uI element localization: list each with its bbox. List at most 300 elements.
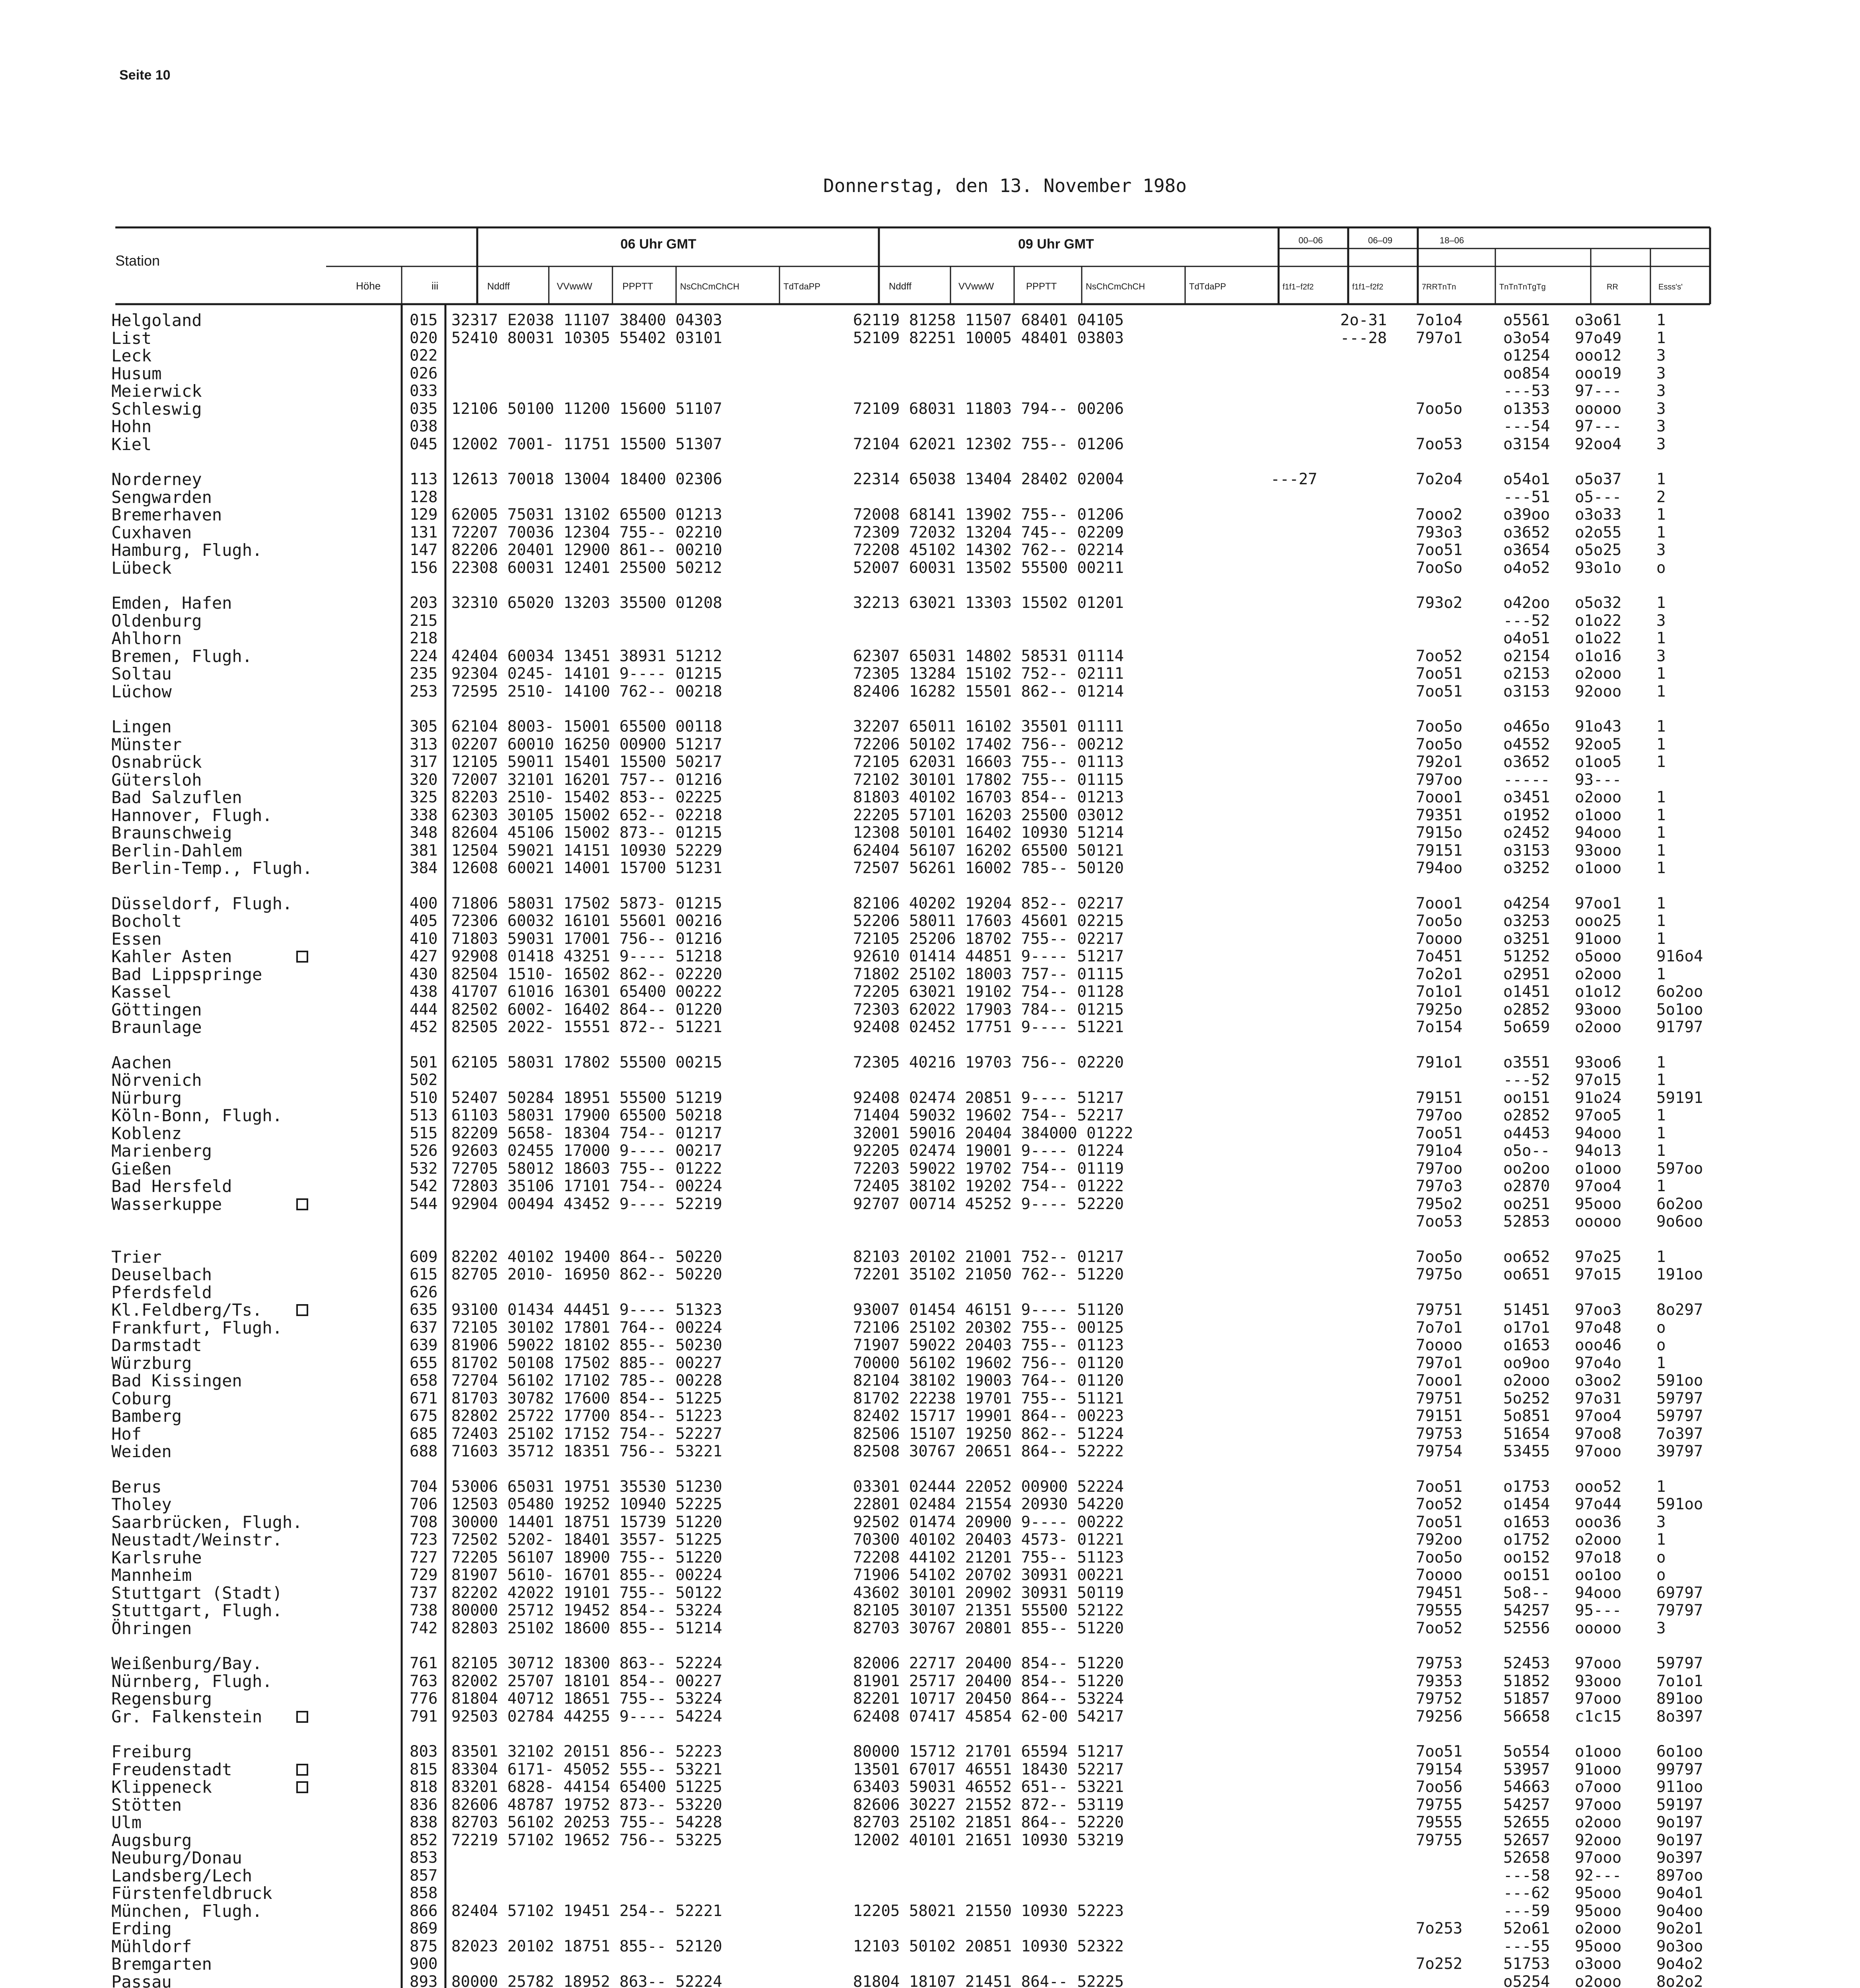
station-index: 869: [410, 1920, 438, 1938]
tn-group: oo151: [1503, 1566, 1550, 1584]
station-name: Kiel: [111, 434, 152, 454]
obs-06: 72502 5202- 18401 3557- 51225: [451, 1531, 722, 1549]
station-name: Lüchow: [111, 681, 172, 701]
station-index: 035: [410, 400, 438, 418]
station-index: 761: [410, 1654, 438, 1672]
snow-group: 3: [1656, 417, 1666, 435]
station-name: Berus: [111, 1477, 162, 1497]
col06-vvwww: VVwwW: [557, 281, 593, 292]
iii-header: iii: [431, 280, 439, 292]
station-index: 635: [410, 1301, 438, 1319]
station-name: Bad Kissingen: [111, 1371, 242, 1390]
obs-09: 82106 40202 19204 852-- 02217: [853, 894, 1124, 912]
station-name: Bremen, Flugh.: [111, 646, 253, 666]
period-3: 7oo5o: [1416, 718, 1463, 736]
period-1-header: 00–06: [1298, 235, 1323, 245]
station-index: 033: [410, 382, 438, 400]
snow-group: 9o2o1: [1656, 1920, 1703, 1938]
tn-group: ---55: [1503, 1937, 1550, 1955]
period-3: 7oo52: [1416, 1495, 1463, 1513]
mountain-station-icon: [296, 1764, 308, 1776]
rr-group: 94ooo: [1575, 1124, 1622, 1142]
period-3: 7oo5o: [1416, 400, 1463, 418]
obs-09: 71802 25102 18003 757-- 01115: [853, 965, 1124, 983]
obs-06: 12105 59011 15401 15500 50217: [451, 753, 722, 771]
station-name: Karlsruhe: [111, 1547, 202, 1567]
tn-group: o39oo: [1503, 506, 1550, 524]
obs-09: 72206 50102 17402 756-- 00212: [853, 735, 1124, 753]
tn-group: 5o252: [1503, 1389, 1550, 1408]
period-1: ---27: [1271, 470, 1318, 488]
snow-group: 9o4o1: [1656, 1884, 1703, 1902]
rr-group: 97ooo: [1575, 1442, 1622, 1460]
station-index: 615: [410, 1266, 438, 1283]
obs-09: 81702 22238 19701 755-- 51121: [853, 1389, 1124, 1408]
tn-group: o2153: [1503, 665, 1550, 683]
station-name: Freiburg: [111, 1742, 192, 1761]
tn-group: 52o61: [1503, 1920, 1550, 1938]
obs-09: 81901 25717 20400 854-- 51220: [853, 1672, 1124, 1690]
station-name: Osnabrück: [111, 752, 202, 772]
tn-group: ---59: [1503, 1902, 1550, 1920]
station-index: 022: [410, 347, 438, 365]
station-name: Neustadt/Weinstr.: [111, 1530, 282, 1549]
obs-09: 71906 54102 20702 30931 00221: [853, 1566, 1124, 1584]
rr-group: o5ooo: [1575, 947, 1622, 965]
obs-06: 72306 60032 16101 55601 00216: [451, 912, 722, 930]
snow-group: 59797: [1656, 1654, 1703, 1672]
period-3: 79555: [1416, 1602, 1463, 1619]
tn-group: 52655: [1503, 1813, 1550, 1831]
tn-group: oo9oo: [1503, 1354, 1550, 1372]
tn-group: 5o659: [1503, 1018, 1550, 1036]
station-name: Weißenburg/Bay.: [111, 1654, 262, 1673]
station-name: Kahler Asten: [111, 947, 232, 966]
obs-09: 72208 44102 21201 755-- 51123: [853, 1548, 1124, 1567]
tn-group: 51857: [1503, 1690, 1550, 1708]
tn-group: o3153: [1503, 682, 1550, 701]
obs-09: 03301 02444 22052 00900 52224: [853, 1477, 1124, 1496]
station-index: 444: [410, 1000, 438, 1019]
rr-group: o2ooo: [1575, 1813, 1622, 1831]
tn-group: 5o8--: [1503, 1584, 1550, 1602]
period-3: 79752: [1416, 1690, 1463, 1708]
period-3-sub-d: Esss's': [1658, 283, 1683, 291]
obs-09: 72105 25206 18702 755-- 02217: [853, 930, 1124, 948]
rr-group: 97oo5: [1575, 1107, 1622, 1124]
snow-group: 3: [1656, 1619, 1666, 1637]
obs-09: 13501 67017 46551 18430 52217: [853, 1760, 1124, 1778]
obs-06: 82504 1510- 16502 862-- 02220: [451, 965, 722, 983]
obs-09: 72205 63021 19102 754-- 01128: [853, 983, 1124, 1001]
obs-09: 62404 56107 16202 65500 50121: [853, 841, 1124, 860]
rr-group: 97o18: [1575, 1548, 1622, 1567]
tn-group: 54257: [1503, 1796, 1550, 1814]
period-3: 7ooo2: [1416, 506, 1463, 524]
tn-group: 56658: [1503, 1707, 1550, 1726]
period-3: 7o2o4: [1416, 470, 1463, 488]
snow-group: o: [1656, 1318, 1666, 1337]
station-name: Oldenburg: [111, 611, 202, 631]
station-index: 637: [410, 1318, 438, 1337]
tn-group: 54257: [1503, 1602, 1550, 1619]
period-3: 7oo5o: [1416, 735, 1463, 753]
station-name: Trier: [111, 1247, 162, 1267]
obs-06: 72705 58012 18603 755-- 01222: [451, 1159, 722, 1178]
period-3: 79256: [1416, 1707, 1463, 1726]
obs-06: 82203 2510- 15402 853-- 02225: [451, 788, 722, 806]
period-3: 7o253: [1416, 1920, 1463, 1938]
station-name: Passau: [111, 1972, 172, 1988]
obs-09: 82103 20102 21001 752-- 01217: [853, 1248, 1124, 1266]
obs-06: 53006 65031 19751 35530 51230: [451, 1477, 722, 1496]
report-date: Donnerstag, den 13. November 198o: [823, 175, 1187, 196]
obs-06: 32317 E2038 11107 38400 04303: [451, 311, 722, 329]
obs-06: 82202 42022 19101 755-- 50122: [451, 1584, 722, 1602]
station-index: 026: [410, 364, 438, 382]
station-name: Bremerhaven: [111, 505, 222, 524]
rr-group: 95ooo: [1575, 1195, 1622, 1213]
station-index: 128: [410, 488, 438, 506]
period-3: 7oo56: [1416, 1778, 1463, 1796]
obs-09: 72008 68141 13902 755-- 01206: [853, 506, 1124, 524]
period-3: 7oo5o: [1416, 912, 1463, 930]
station-index: 708: [410, 1513, 438, 1531]
station-name: Stuttgart (Stadt): [111, 1583, 282, 1603]
snow-group: 1: [1656, 594, 1666, 612]
tn-group: o2870: [1503, 1177, 1550, 1195]
snow-group: 1: [1656, 1354, 1666, 1372]
rr-group: 93ooo: [1575, 1672, 1622, 1690]
station-index: 639: [410, 1336, 438, 1354]
snow-group: 1: [1656, 1177, 1666, 1195]
period-3: 791o4: [1416, 1142, 1463, 1160]
station-index: 532: [410, 1159, 438, 1178]
snow-group: 8o297: [1656, 1301, 1703, 1319]
obs-06: 12608 60021 14001 15700 51231: [451, 859, 722, 877]
obs-09: 92707 00714 45252 9---- 52220: [853, 1195, 1124, 1213]
rr-group: ooooo: [1575, 1619, 1622, 1637]
rr-group: 97ooo: [1575, 1849, 1622, 1867]
period-3: 79753: [1416, 1654, 1463, 1672]
snow-group: 1: [1656, 1142, 1666, 1160]
station-name: Hamburg, Flugh.: [111, 540, 262, 560]
obs-09: 92205 02474 19001 9---- 01224: [853, 1142, 1124, 1160]
obs-09: 92408 02474 20851 9---- 51217: [853, 1089, 1124, 1107]
station-index: 723: [410, 1531, 438, 1549]
station-name: Bremgarten: [111, 1954, 212, 1974]
obs-06: 72595 2510- 14100 762-- 00218: [451, 682, 722, 701]
mountain-station-icon: [296, 1304, 308, 1316]
period-3: 7oooo: [1416, 1566, 1463, 1584]
snow-group: 39797: [1656, 1442, 1703, 1460]
col09-ppptt: PPPTT: [1026, 281, 1057, 292]
station-index: 156: [410, 559, 438, 577]
station-name: Nörvenich: [111, 1070, 202, 1090]
station-name: Bad Salzuflen: [111, 788, 242, 807]
rr-group: ooooo: [1575, 400, 1622, 418]
station-name: Kl.Feldberg/Ts.: [111, 1300, 262, 1320]
rr-group: 93o1o: [1575, 559, 1622, 577]
tn-group: 53957: [1503, 1760, 1550, 1778]
station-name: Norderney: [111, 470, 202, 489]
rr-group: 93---: [1575, 771, 1622, 789]
tn-group: oo652: [1503, 1248, 1550, 1266]
snow-group: 1: [1656, 753, 1666, 771]
tn-group: o42oo: [1503, 594, 1550, 612]
snow-group: 911oo: [1656, 1778, 1703, 1796]
rr-group: 97ooo: [1575, 1654, 1622, 1672]
obs-06: 81906 59022 18102 855-- 50230: [451, 1336, 722, 1354]
rr-group: ooo46: [1575, 1336, 1622, 1354]
rr-group: 97---: [1575, 417, 1622, 435]
station-index: 405: [410, 912, 438, 930]
station-name: List: [111, 328, 152, 348]
snow-group: o: [1656, 1548, 1666, 1567]
rr-group: o5---: [1575, 488, 1622, 506]
tn-group: 51852: [1503, 1672, 1550, 1690]
rr-group: o2ooo: [1575, 965, 1622, 983]
station-index: 224: [410, 647, 438, 665]
snow-group: 1: [1656, 718, 1666, 736]
obs-06: 82803 25102 18600 855-- 51214: [451, 1619, 722, 1637]
tn-group: ---52: [1503, 612, 1550, 630]
obs-06: 82202 40102 19400 864-- 50220: [451, 1248, 722, 1266]
station-name: Cuxhaven: [111, 522, 192, 542]
station-name: Fürstenfeldbruck: [111, 1883, 272, 1903]
station-index: 015: [410, 311, 438, 329]
obs-06: 80000 25782 18952 863-- 52224: [451, 1972, 722, 1988]
snow-group: 1: [1656, 682, 1666, 701]
obs-09: 22801 02484 21554 20930 54220: [853, 1495, 1124, 1513]
obs-09: 71404 59032 19602 754-- 52217: [853, 1107, 1124, 1124]
period-3: 7oooo: [1416, 930, 1463, 948]
station-index: 384: [410, 859, 438, 877]
station-name: Weiden: [111, 1442, 172, 1461]
rr-group: o2ooo: [1575, 1972, 1622, 1988]
tn-group: o3253: [1503, 912, 1550, 930]
station-index: 706: [410, 1495, 438, 1513]
obs-06: 12503 05480 19252 10940 52225: [451, 1495, 722, 1513]
obs-06: 62105 58031 17802 55500 00215: [451, 1053, 722, 1072]
obs-06: 12106 50100 11200 15600 51107: [451, 400, 722, 418]
station-name: Stötten: [111, 1795, 182, 1815]
group-06-header: 06 Uhr GMT: [620, 237, 696, 252]
station-name: Ulm: [111, 1813, 142, 1832]
tn-group: -----: [1503, 771, 1550, 789]
obs-06: 72704 56102 17102 785-- 00228: [451, 1372, 722, 1390]
rr-group: 97oo8: [1575, 1425, 1622, 1443]
station-index: 113: [410, 470, 438, 488]
obs-06: 52407 50284 18951 55500 51219: [451, 1089, 722, 1107]
station-name: Erding: [111, 1919, 172, 1938]
station-index: 727: [410, 1548, 438, 1567]
tn-group: o3251: [1503, 930, 1550, 948]
tn-group: o1752: [1503, 1531, 1550, 1549]
snow-group: o: [1656, 1336, 1666, 1354]
rr-group: 97o44: [1575, 1495, 1622, 1513]
snow-group: 3: [1656, 647, 1666, 665]
period-2: 2o-31: [1340, 311, 1387, 329]
rr-group: 92ooo: [1575, 682, 1622, 701]
station-name: Pferdsfeld: [111, 1282, 212, 1302]
period-3: 79151: [1416, 1407, 1463, 1425]
obs-09: 32001 59016 20404 384000 01222: [853, 1124, 1133, 1142]
tn-group: ---58: [1503, 1866, 1550, 1885]
rr-group: 97o31: [1575, 1389, 1622, 1408]
snow-group: 7o397: [1656, 1425, 1703, 1443]
snow-group: 69797: [1656, 1584, 1703, 1602]
obs-06: 61103 58031 17900 65500 50218: [451, 1107, 722, 1124]
snow-group: 1: [1656, 824, 1666, 842]
obs-09: 52206 58011 17603 45601 02215: [853, 912, 1124, 930]
station-name: Husum: [111, 363, 162, 383]
obs-09: 81804 18107 21451 864-- 52225: [853, 1972, 1124, 1988]
station-index: 452: [410, 1018, 438, 1036]
period-3: 7925o: [1416, 1000, 1463, 1019]
obs-09: 72203 59022 19702 754-- 01119: [853, 1159, 1124, 1178]
period-3: 7ooSo: [1416, 559, 1463, 577]
obs-09: 43602 30101 20902 30931 50119: [853, 1584, 1124, 1602]
obs-06: 42404 60034 13451 38931 51212: [451, 647, 722, 665]
obs-06: 82703 56102 20253 755-- 54228: [451, 1813, 722, 1831]
rr-group: o2ooo: [1575, 788, 1622, 806]
period-3: 794oo: [1416, 859, 1463, 877]
col06-td: TdTdaPP: [783, 282, 820, 291]
obs-09: 22205 57101 16203 25500 03012: [853, 806, 1124, 824]
tn-group: o1753: [1503, 1477, 1550, 1496]
tn-group: o3652: [1503, 523, 1550, 542]
period-3: 7o1o4: [1416, 311, 1463, 329]
period-3: 791o1: [1416, 1053, 1463, 1072]
snow-group: 1: [1656, 1531, 1666, 1549]
rr-group: 91ooo: [1575, 930, 1622, 948]
obs-09: 72109 68031 11803 794-- 00206: [853, 400, 1124, 418]
tn-group: o3451: [1503, 788, 1550, 806]
station-name: Berlin-Dahlem: [111, 841, 242, 860]
station-name: Gütersloh: [111, 770, 202, 790]
station-index: 655: [410, 1354, 438, 1372]
obs-06: 93100 01434 44451 9---- 51323: [451, 1301, 722, 1319]
tn-group: o4o52: [1503, 559, 1550, 577]
obs-09: 70300 40102 20403 4573- 01221: [853, 1531, 1124, 1549]
period-3: 7oo52: [1416, 647, 1463, 665]
obs-06: 82206 20401 12900 861-- 00210: [451, 541, 722, 559]
station-index: 313: [410, 735, 438, 753]
snow-group: 9o6oo: [1656, 1213, 1703, 1231]
period-3: 79751: [1416, 1301, 1463, 1319]
rr-group: c1c15: [1575, 1707, 1622, 1726]
snow-group: 8o397: [1656, 1707, 1703, 1726]
obs-09: 82104 38102 19003 764-- 01120: [853, 1372, 1124, 1390]
snow-group: 3: [1656, 364, 1666, 382]
period-3: 7o7o1: [1416, 1318, 1463, 1337]
station-index: 803: [410, 1743, 438, 1761]
station-name: Regensburg: [111, 1689, 212, 1708]
station-index: 626: [410, 1283, 438, 1301]
snow-group: 1: [1656, 329, 1666, 347]
snow-group: 1: [1656, 806, 1666, 824]
snow-group: 1: [1656, 859, 1666, 877]
tn-group: oo2oo: [1503, 1159, 1550, 1178]
station-index: 038: [410, 417, 438, 435]
rr-group: 91o24: [1575, 1089, 1622, 1107]
tn-group: 54663: [1503, 1778, 1550, 1796]
tn-group: 52658: [1503, 1849, 1550, 1867]
rr-group: 97o15: [1575, 1266, 1622, 1283]
obs-06: 32310 65020 13203 35500 01208: [451, 594, 722, 612]
period-1-sub: f1f1−f2f2: [1283, 283, 1314, 291]
station-index: 791: [410, 1707, 438, 1726]
obs-06: 82002 25707 18101 854-- 00227: [451, 1672, 722, 1690]
col06-ppptt: PPPTT: [622, 281, 653, 292]
obs-09: 82703 30767 20801 855-- 51220: [853, 1619, 1124, 1637]
station-index: 218: [410, 629, 438, 647]
period-3: 795o2: [1416, 1195, 1463, 1213]
obs-09: 63403 59031 46552 651-- 53221: [853, 1778, 1124, 1796]
station-index: 900: [410, 1955, 438, 1973]
col09-vvwww: VVwwW: [958, 281, 994, 292]
obs-06: 80000 25712 19452 854-- 53224: [451, 1602, 722, 1619]
period-3: 7oo53: [1416, 435, 1463, 453]
station-name: Koblenz: [111, 1123, 182, 1143]
obs-06: 72205 56107 18900 755-- 51220: [451, 1548, 722, 1567]
rr-group: 92oo5: [1575, 735, 1622, 753]
obs-06: 92503 02784 44255 9---- 54224: [451, 1707, 722, 1726]
obs-06: 81702 50108 17502 885-- 00227: [451, 1354, 722, 1372]
station-index: 858: [410, 1884, 438, 1902]
tn-group: o1353: [1503, 400, 1550, 418]
rr-group: o1o22: [1575, 629, 1622, 647]
rr-group: o3ooo: [1575, 1955, 1622, 1973]
period-3: 797oo: [1416, 1159, 1463, 1178]
station-index: 776: [410, 1690, 438, 1708]
period-3: 797o3: [1416, 1177, 1463, 1195]
station-name: Stuttgart, Flugh.: [111, 1601, 282, 1620]
tn-group: o1952: [1503, 806, 1550, 824]
obs-06: 81804 40712 18651 755-- 53224: [451, 1690, 722, 1708]
period-3: 7oo51: [1416, 1513, 1463, 1531]
rr-group: 95ooo: [1575, 1884, 1622, 1902]
snow-group: 3: [1656, 400, 1666, 418]
snow-group: 1: [1656, 470, 1666, 488]
rr-group: ooo36: [1575, 1513, 1622, 1531]
tn-group: oo651: [1503, 1266, 1550, 1283]
snow-group: 6o2oo: [1656, 1195, 1703, 1213]
rr-group: o7ooo: [1575, 1778, 1622, 1796]
period-2-header: 06–09: [1368, 235, 1393, 245]
obs-09: 62119 81258 11507 68401 04105: [853, 311, 1124, 329]
obs-06: 92908 01418 43251 9---- 51218: [451, 947, 722, 965]
rr-group: o5o37: [1575, 470, 1622, 488]
snow-group: 1: [1656, 912, 1666, 930]
obs-06: 62104 8003- 15001 65500 00118: [451, 718, 722, 736]
station-name: Nürburg: [111, 1088, 182, 1108]
tn-group: o1254: [1503, 347, 1550, 365]
tn-group: o54o1: [1503, 470, 1550, 488]
snow-group: 1: [1656, 1053, 1666, 1072]
station-index: 305: [410, 718, 438, 736]
snow-group: 916o4: [1656, 947, 1703, 965]
station-index: 685: [410, 1425, 438, 1443]
rr-group: o3o33: [1575, 506, 1622, 524]
obs-09: 92408 02452 17751 9---- 51221: [853, 1018, 1124, 1036]
obs-09: 72305 40216 19703 756-- 02220: [853, 1053, 1124, 1072]
tn-group: o3154: [1503, 435, 1550, 453]
station-name: Essen: [111, 929, 162, 949]
obs-09: 82508 30767 20651 864-- 52222: [853, 1442, 1124, 1460]
station-name: Düsseldorf, Flugh.: [111, 893, 293, 913]
